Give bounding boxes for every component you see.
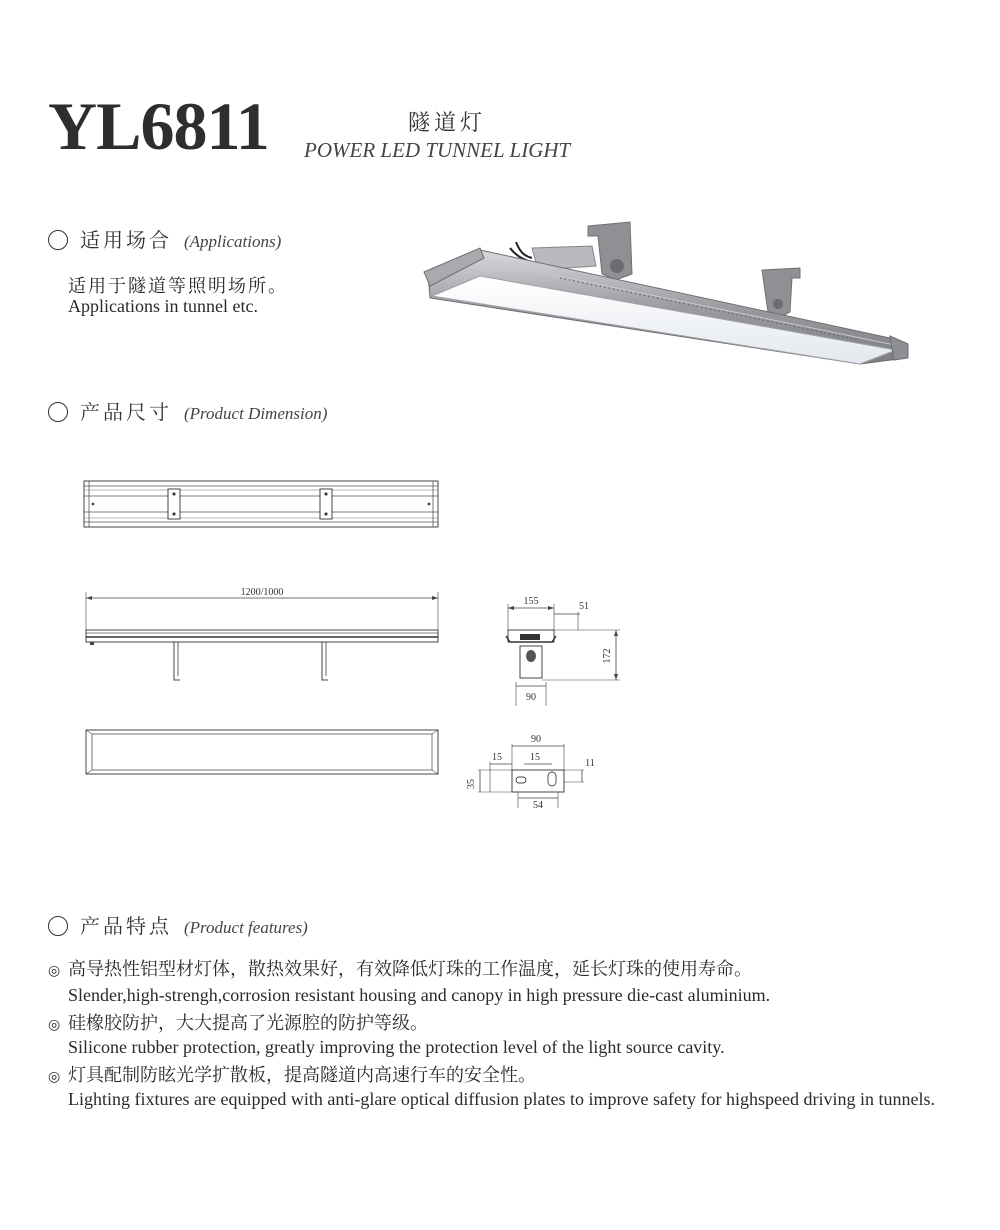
- dimension-heading-cn: 产品尺寸: [80, 402, 172, 424]
- side-section-drawing: [470, 590, 640, 710]
- applications-text-cn: 适用于隧道等照明场所。: [68, 276, 288, 296]
- applications-text-en: Applications in tunnel etc.: [68, 296, 258, 316]
- front-view-drawing: [80, 584, 444, 688]
- side-base-label: 90: [526, 692, 536, 703]
- applications-heading-cn: 适用场合: [80, 230, 172, 252]
- circle-bullet-icon: [48, 916, 68, 936]
- side-height-label: 172: [602, 648, 613, 664]
- double-circle-bullet-icon: ◎: [48, 1070, 61, 1085]
- double-circle-bullet-icon: ◎: [48, 1018, 61, 1033]
- circle-bullet-icon: [48, 230, 68, 250]
- bracket-left-label: 15: [492, 752, 502, 763]
- feature-item-3-cn: ◎ 灯具配制防眩光学扩散板，提高隧道内高速行车的安全性。: [48, 1062, 536, 1091]
- dimension-heading-en: (Product Dimension): [184, 404, 328, 423]
- bracket-drawing: [460, 730, 610, 814]
- features-heading-en: (Product features): [184, 918, 308, 937]
- applications-heading: [48, 224, 281, 253]
- features-heading: [48, 910, 308, 939]
- bracket-right-label: 11: [585, 758, 595, 769]
- feature-item-2-cn: ◎ 硅橡胶防护，大大提高了光源腔的防护等级。: [48, 1010, 428, 1039]
- product-title-en: POWER LED TUNNEL LIGHT: [304, 138, 571, 162]
- bracket-height-label: 35: [466, 779, 477, 789]
- double-circle-bullet-icon: ◎: [48, 964, 61, 979]
- bottom-view-drawing: [80, 724, 444, 780]
- applications-heading-en: (Applications): [184, 232, 282, 251]
- feature-item-1-en: Slender,high-strengh,corrosion resistant housing and canopy in high pressure die-cast aluminium.: [68, 985, 771, 1005]
- features-heading-cn: 产品特点: [80, 916, 172, 938]
- bracket-width-label: 90: [531, 734, 541, 745]
- feature-item-1-cn: ◎ 高导热性铝型材灯体，散热效果好，有效降低灯珠的工作温度，延长灯珠的使用寿命。: [48, 956, 752, 985]
- top-view-drawing: [80, 476, 444, 532]
- side-offset-label: 51: [579, 601, 589, 612]
- feature-item-2-en: Silicone rubber protection, greatly improving the protection level of the light source cavity.: [68, 1037, 725, 1057]
- length-dimension-label: 1200/1000: [240, 587, 284, 598]
- feature-item-3-en: Lighting fixtures are equipped with anti-glare optical diffusion plates to improve safety for highspeed driving in tunnels.: [68, 1089, 935, 1109]
- bracket-inner-label: 15: [530, 752, 540, 763]
- bracket-span-label: 54: [533, 800, 543, 811]
- dimension-heading: [48, 396, 327, 425]
- product-image: [420, 212, 920, 382]
- side-width-label: 155: [523, 596, 539, 607]
- circle-bullet-icon: [48, 402, 68, 422]
- model-number: YL6811: [48, 88, 269, 164]
- product-title-cn: 隧道灯: [408, 110, 487, 135]
